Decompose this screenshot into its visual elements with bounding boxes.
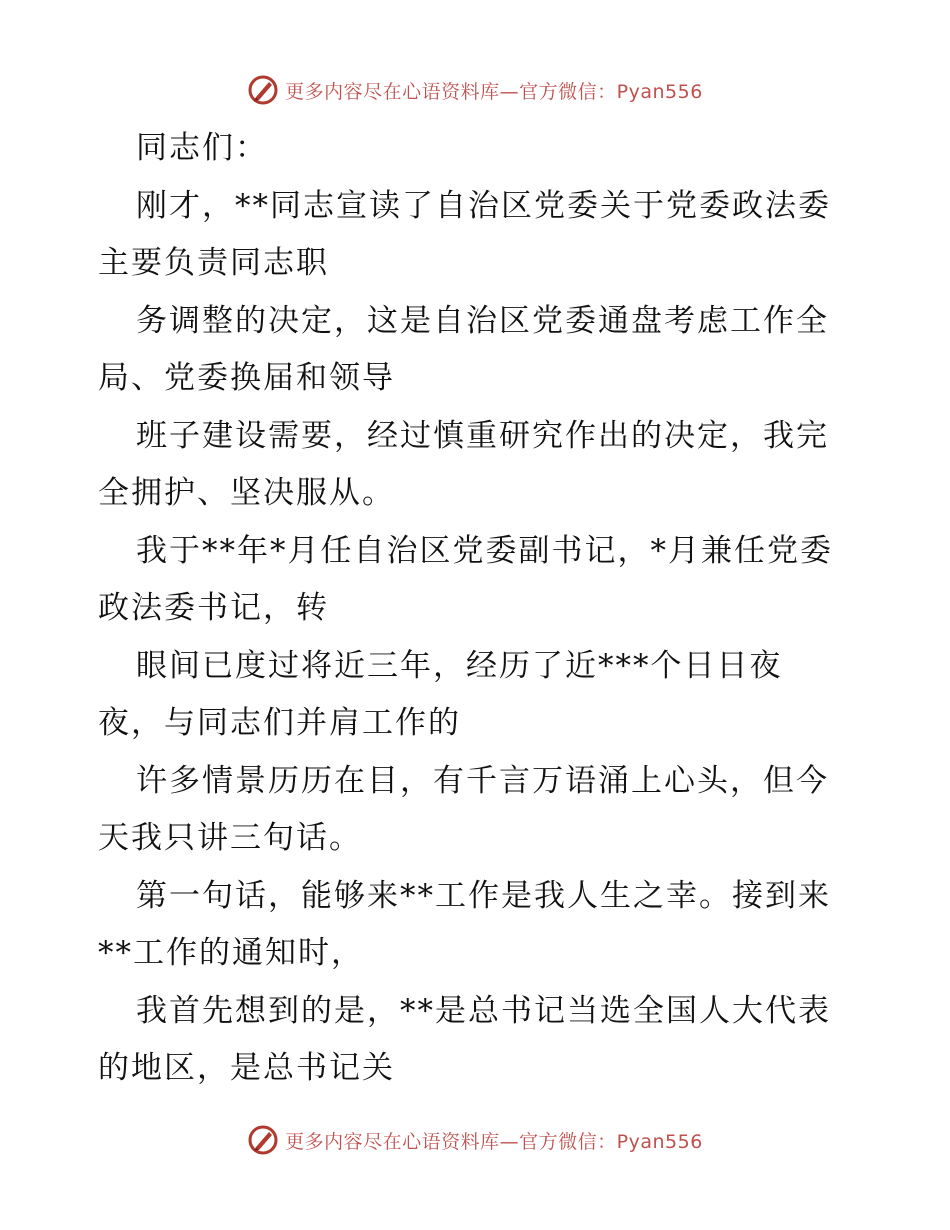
banner-text: 更多内容尽在心语资料库—官方微信：Pyan556	[285, 80, 703, 103]
text-line: 刚才，**同志宣读了自治区党委关于党委政法委	[136, 187, 831, 224]
text-line: **工作的通知时，	[98, 935, 364, 971]
document-body	[98, 120, 858, 1098]
text-line: 同志们：	[136, 130, 268, 166]
text-line: 全拥护、坚决服从。	[98, 475, 395, 511]
pen-logo-icon	[247, 1124, 279, 1156]
text-line: 许多情景历历在目，有千言万语涌上心头，但今	[136, 762, 829, 799]
text-line: 第一句话，能够来**工作是我人生之幸。接到来	[136, 877, 831, 914]
text-line: 班子建设需要，经过慎重研究作出的决定，我完	[136, 417, 829, 454]
text-line: 眼间已度过将近三年，经历了近***个日日夜	[136, 647, 783, 684]
text-line: 天我只讲三句话。	[98, 820, 362, 856]
banner-text: 更多内容尽在心语资料库—官方微信：Pyan556	[285, 1130, 703, 1153]
header-banner	[0, 70, 950, 110]
footer-banner	[0, 1120, 950, 1160]
text-line: 夜，与同志们并肩工作的	[98, 705, 461, 741]
text-line: 务调整的决定，这是自治区党委通盘考虑工作全	[136, 302, 829, 339]
text-line: 政法委书记，转	[98, 590, 329, 626]
text-line: 我于**年*月任自治区党委副书记，*月兼任党委	[136, 532, 833, 569]
text-line: 的地区，是总书记关	[98, 1050, 395, 1086]
text-line: 局、党委换届和领导	[98, 360, 395, 396]
pen-logo-icon	[247, 74, 279, 106]
text-line: 主要负责同志职	[98, 245, 329, 281]
text-line: 我首先想到的是，**是总书记当选全国人大代表	[136, 992, 831, 1029]
